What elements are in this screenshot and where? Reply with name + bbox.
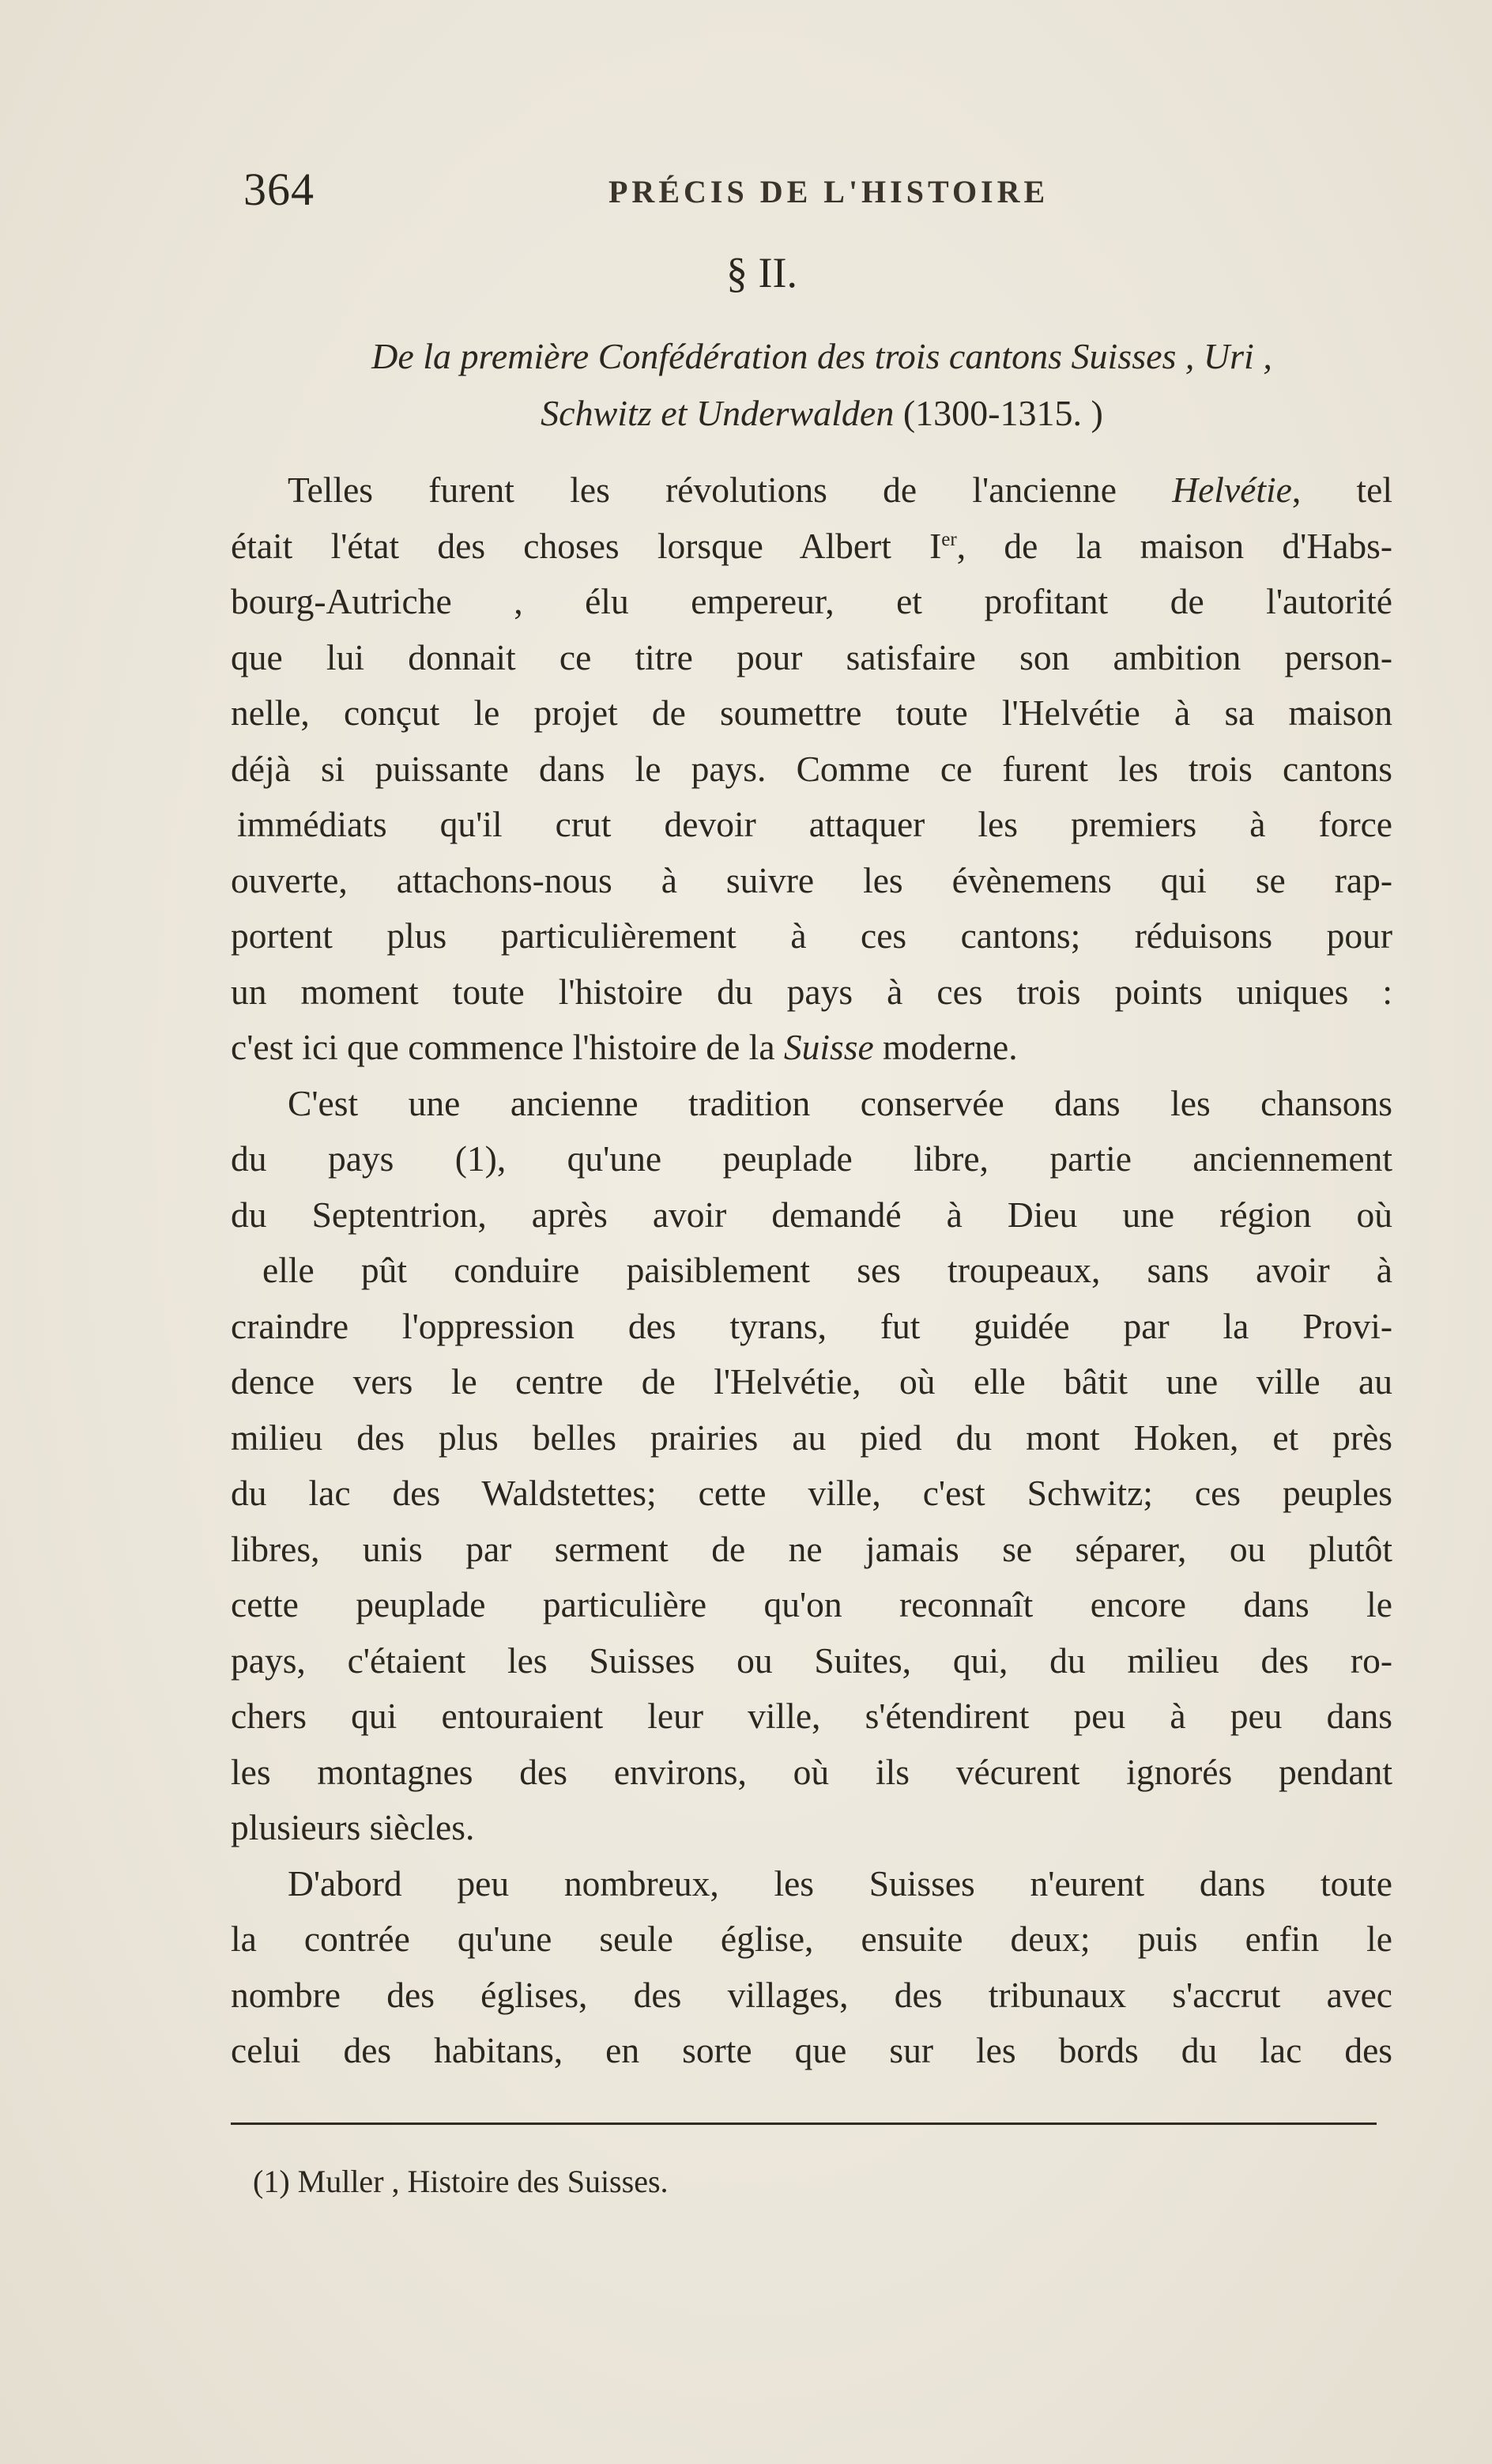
page-header bbox=[237, 162, 1399, 217]
text-run: Telles furent les révolutions de l'ancienne bbox=[288, 470, 1173, 510]
section-title bbox=[237, 328, 1407, 442]
paragraph-2 bbox=[231, 1076, 1392, 1856]
text-line bbox=[231, 462, 1392, 519]
text-run: , tel bbox=[1291, 470, 1392, 510]
footnote: (1) Muller , Histoire des Suisses. bbox=[253, 2164, 669, 2199]
text-line: les montagnes des environs, où ils vécurent ignorés pendant bbox=[231, 1751, 1392, 1792]
text-line: du pays (1), qu'une peuplade libre, partie anciennement bbox=[231, 1138, 1392, 1179]
superscript: er bbox=[941, 528, 957, 550]
text-run: , de la maison d'Habs- bbox=[956, 525, 1393, 566]
text-line: libres, unis par serment de ne jamais se séparer, ou plutôt bbox=[231, 1528, 1392, 1569]
section-title-date: (1300-1315. ) bbox=[902, 393, 1103, 433]
text-line: déjà si puissante dans le pays. Comme ce furent les trois cantons bbox=[231, 748, 1392, 789]
text-line: immédiats qu'il crut devoir attaquer les premiers à force bbox=[237, 804, 1392, 844]
text-line: C'est une ancienne tradition conservée dans les chansons bbox=[288, 1082, 1392, 1123]
text-line: dence vers le centre de l'Helvétie, où elle bâtit une ville au bbox=[231, 1361, 1392, 1402]
text-line: craindre l'oppression des tyrans, fut guidée par la Provi- bbox=[231, 1305, 1392, 1346]
running-head: PRÉCIS DE L'HISTOIRE bbox=[608, 174, 1049, 209]
section-title-line-2 bbox=[237, 385, 1407, 442]
text-run: c'est ici que commence l'histoire de la bbox=[231, 1027, 784, 1067]
text-line: du Septentrion, après avoir demandé à Dieu une région où bbox=[231, 1194, 1392, 1235]
text-line bbox=[231, 1020, 1392, 1076]
text-line: cette peuplade particulière qu'on reconnaît encore dans le bbox=[231, 1584, 1392, 1624]
text-line bbox=[231, 519, 1392, 575]
section-title-line-1: De la première Confédération des trois cantons Suisses , Uri , bbox=[371, 336, 1272, 376]
text-line: la contrée qu'une seule église, ensuite deux; puis enfin le bbox=[231, 1919, 1392, 1959]
text-line: elle pût conduire paisiblement ses troupeaux, sans avoir à bbox=[262, 1250, 1392, 1290]
page-number: 364 bbox=[243, 164, 315, 215]
text-line: bourg-Autriche , élu empereur, et profitant de l'autorité bbox=[231, 581, 1392, 621]
text-line: D'abord peu nombreux, les Suisses n'eurent dans toute bbox=[288, 1862, 1392, 1904]
paragraph-3 bbox=[231, 1856, 1392, 2079]
section-title-places: Schwitz et Underwalden bbox=[541, 393, 895, 433]
text-line: portent plus particulièrement à ces cantons; réduisons pour bbox=[231, 915, 1392, 956]
text-line: nelle, conçut le projet de soumettre toute l'Helvétie à sa maison bbox=[231, 692, 1392, 733]
text-line: que lui donnait ce titre pour satisfaire son ambition person- bbox=[231, 636, 1392, 677]
text-line: milieu des plus belles prairies au pied du mont Hoken, et près bbox=[231, 1417, 1392, 1458]
text-line: celui des habitans, en sorte que sur les bords du lac des bbox=[231, 2030, 1392, 2070]
text-run: moderne. bbox=[873, 1027, 1018, 1067]
text-line: nombre des églises, des villages, des tribunaux s'accrut avec bbox=[231, 1974, 1392, 2015]
text-line: chers qui entouraient leur ville, s'étendirent peu à peu dans bbox=[231, 1696, 1392, 1736]
italic-word: Suisse bbox=[783, 1027, 874, 1067]
text-line: du lac des Waldstettes; cette ville, c'est Schwitz; ces peuples bbox=[231, 1473, 1392, 1513]
section-number: § II. bbox=[726, 249, 797, 296]
italic-word: Helvétie bbox=[1172, 470, 1292, 510]
text-line: ouverte, attachons-nous à suivre les évènemens qui se rap- bbox=[231, 859, 1392, 900]
text-line: plusieurs siècles. bbox=[231, 1807, 475, 1847]
text-line: pays, c'étaient les Suisses ou Suites, qui, du milieu des ro- bbox=[231, 1640, 1392, 1681]
paragraph-1 bbox=[231, 462, 1392, 1076]
body-text bbox=[231, 462, 1392, 2079]
text-run: était l'état des choses lorsque Albert I bbox=[231, 525, 942, 566]
footnote-rule bbox=[231, 2123, 1377, 2125]
text-line: un moment toute l'histoire du pays à ces trois points uniques : bbox=[231, 971, 1392, 1012]
